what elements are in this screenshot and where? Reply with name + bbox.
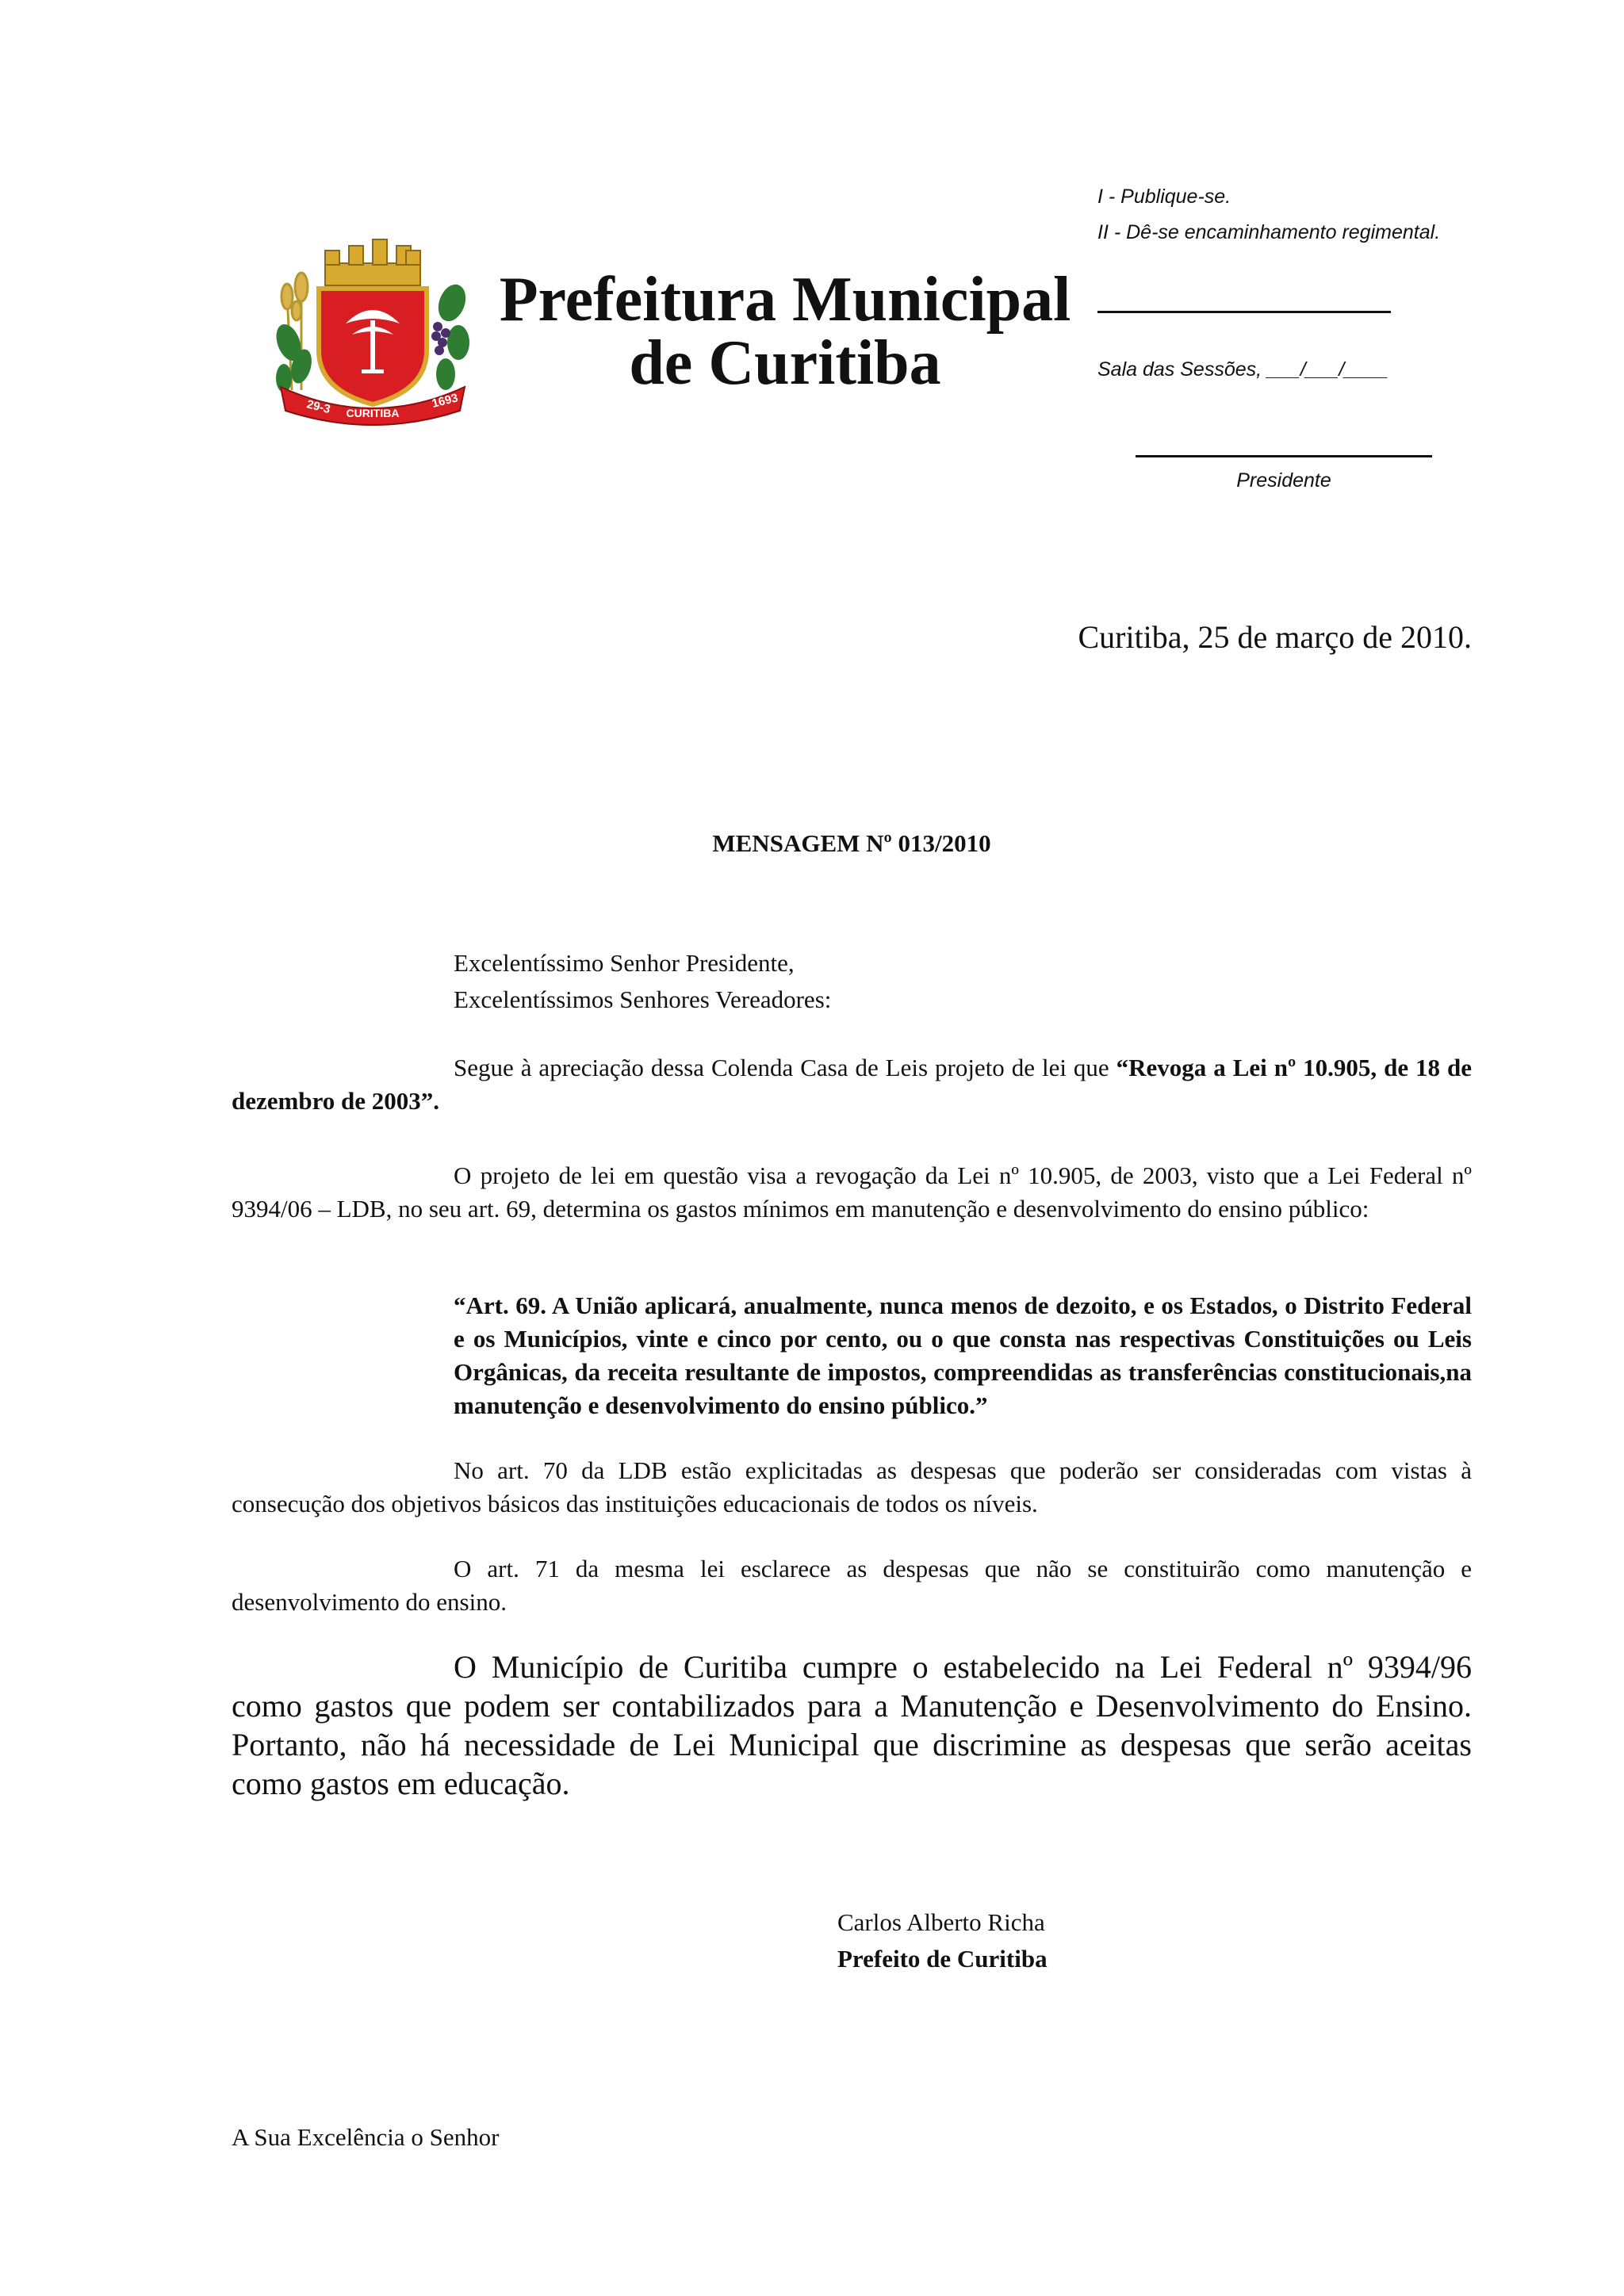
- city-crest-logo: [270, 232, 476, 428]
- city-hall-title-line2: de Curitiba: [629, 328, 941, 398]
- city-hall-title-line1: Prefeitura Municipal: [499, 265, 1071, 335]
- paragraph-4: O art. 71 da mesma lei esclarece as despesas que não se constituirão como manutenção e desenvolvimento do ensino.: [232, 1555, 1472, 1616]
- paragraph-3: No art. 70 da LDB estão explicitadas as despesas que poderão ser consideradas com vistas à consecução dos objetivos básicos das instituições educacionais de todos os níveis.: [232, 1456, 1472, 1517]
- signature-block: [837, 1904, 1048, 1977]
- session-date-field: Sala das Sessões, ___/___/____: [1097, 358, 1388, 381]
- salutation: [454, 945, 831, 1018]
- dispatch-signature-line: [1097, 311, 1391, 313]
- paragraph-1-law-title: “Revoga a Lei nº 10.905, de 18 de dezembro de 2003”.: [232, 1054, 1472, 1115]
- dispatch-note-1: I - Publique-se.: [1097, 186, 1231, 208]
- signer-name: Carlos Alberto Richa: [837, 1908, 1045, 1936]
- crest-ribbon-center-text: CURITIBA: [346, 407, 400, 419]
- dispatch-notes: [1097, 179, 1542, 251]
- recipient-line: A Sua Excelência o Senhor: [232, 2123, 500, 2151]
- message-title: MENSAGEM Nº 013/2010: [712, 829, 991, 857]
- president-label: Presidente: [1236, 469, 1331, 492]
- paragraph-1: [232, 1051, 1472, 1118]
- paragraph-2: O projeto de lei em questão visa a revogação da Lei nº 10.905, de 2003, visto que a Lei Federal nº 9394/06 – LDB, no seu art. 69, determina os gastos mínimos em manutenção e desenvolvimento do ensino público:: [232, 1161, 1472, 1223]
- signer-role: Prefeito de Curitiba: [837, 1945, 1048, 1973]
- crest-ribbon-left-text: 29-3: [305, 397, 332, 417]
- city-hall-title: [484, 265, 1086, 398]
- salutation-line2: Excelentíssimos Senhores Vereadores:: [454, 985, 832, 1013]
- document-date: Curitiba, 25 de março de 2010.: [1078, 619, 1472, 655]
- law-quote-art-69: “Art. 69. A União aplicará, anualmente, nunca menos de dezoito, e os Estados, o Distrito Federal e os Municípios, vinte e cinco por cento, ou o que consta nas respectivas Constituições ou Leis Orgânicas, da receita resultante de impostos, compreendidas as transferências constitucionais,na manutenção e desenvolvimento do ensino público.”: [454, 1292, 1472, 1419]
- paragraph-1-lead: Segue à apreciação dessa Colenda Casa de Leis projeto de lei que: [454, 1054, 1116, 1081]
- salutation-line1: Excelentíssimo Senhor Presidente,: [454, 949, 795, 977]
- dispatch-note-2: II - Dê-se encaminhamento regimental.: [1097, 221, 1441, 243]
- crest-ribbon-right-text: 1693: [430, 391, 460, 411]
- president-signature-line: [1136, 455, 1432, 457]
- paragraph-5: O Município de Curitiba cumpre o estabelecido na Lei Federal nº 9394/96 como gastos que podem ser contabilizados para a Manutenção e Desenvolvimento do Ensino. Portanto, não há necessidade de Lei Municipal que discrimine as despesas que serão aceitas como gastos em educação.: [232, 1649, 1472, 1801]
